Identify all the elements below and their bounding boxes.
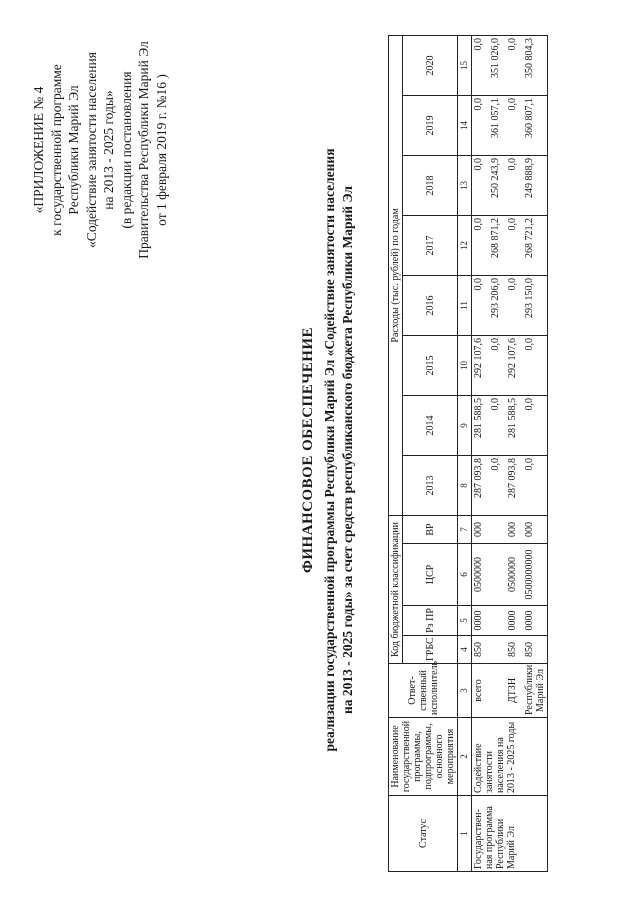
header-year: 2017 [403,215,458,275]
header-executor: Ответ-ственный исполнитель [389,664,458,718]
financing-table [388,35,548,872]
value-cell: 0,0 [506,215,523,275]
value-cell: 287 093,8 [506,455,523,515]
csr-cell: 0500000000 [523,544,548,606]
value-cell: 361 057,1 [489,95,506,155]
value-cell: 0,0 [489,455,506,515]
rzpr-cell [489,606,506,636]
document-subtitle-line-1: реализации государственной программы Республики Марий Эл «Содействие занятости населения [322,148,337,752]
value-cell: 292 107,6 [472,335,490,395]
value-cell: 350 804,3 [523,35,548,95]
executor-cell [489,664,506,718]
executor-cell: всего [472,664,490,718]
grbs-cell: 850 [472,636,490,664]
csr-cell: 0500000 [506,544,523,606]
value-cell: 0,0 [523,335,548,395]
column-number: 11 [458,275,472,335]
header-csr: ЦСР [403,544,458,606]
program-name-cell: Содействие занятости населения на 2013 - 2025 годы [472,718,548,796]
appendix-line: от 1 февраля 2019 г. №16 ) [153,74,169,226]
column-number: 9 [458,395,472,455]
value-cell: 0,0 [506,95,523,155]
value-cell: 281 588,5 [472,395,490,455]
header-year: 2015 [403,335,458,395]
appendix-line: Правительства Республики Марий Эл [136,41,151,259]
header-expenses: Расходы (тыс. рублей) по годам [389,35,403,515]
appendix-line: на 2013 - 2025 годы» [101,90,116,210]
value-cell: 293 206,0 [489,275,506,335]
executor-cell: Республики Марий Эл [523,664,548,718]
appendix-line: «ПРИЛОЖЕНИЕ № 4 [31,86,46,214]
value-cell: 0,0 [523,455,548,515]
column-number: 4 [458,636,472,664]
header-year: 2016 [403,275,458,335]
header-status: Статус [389,796,458,872]
vr-cell: 000 [472,515,490,543]
header-name: Наименование государственной программы, подпрограммы, основного мероприятия [389,718,458,796]
value-cell: 0,0 [489,335,506,395]
value-cell: 0,0 [472,35,490,95]
value-cell: 293 150,0 [523,275,548,335]
value-cell: 268 871,2 [489,215,506,275]
value-cell: 292 107,6 [506,335,523,395]
table-row [472,35,490,871]
column-number: 1 [458,796,472,872]
status-cell: Государствен-ная программа Республики Марий Эл [472,796,548,872]
value-cell: 268 721,2 [523,215,548,275]
vr-cell [489,515,506,543]
column-number: 6 [458,544,472,606]
rzpr-cell: 0000 [523,606,548,636]
value-cell: 0,0 [506,35,523,95]
header-year: 2020 [403,35,458,95]
rzpr-cell: 0000 [506,606,523,636]
csr-cell [489,544,506,606]
grbs-cell: 850 [523,636,548,664]
appendix-line: Республики Марий Эл [66,85,81,215]
header-budget-code: Код бюджетной классификации [389,515,403,663]
value-cell: 249 888,9 [523,155,548,215]
value-cell: 0,0 [506,275,523,335]
grbs-cell: 850 [506,636,523,664]
csr-cell: 0500000 [472,544,490,606]
value-cell: 0,0 [506,155,523,215]
value-cell: 287 093,8 [472,455,490,515]
value-cell: 0,0 [472,275,490,335]
column-number: 8 [458,455,472,515]
appendix-header [30,15,170,285]
header-year: 2013 [403,455,458,515]
value-cell: 351 026,0 [489,35,506,95]
header-vr: ВР [403,515,458,543]
appendix-line: «Содействие занятости населения [83,52,99,248]
document-title: ФИНАНСОВОЕ ОБЕСПЕЧЕНИЕ [300,326,316,574]
value-cell: 360 807,1 [523,95,548,155]
appendix-line: (в редакции постановления [118,71,134,229]
column-number: 12 [458,215,472,275]
appendix-line: к государственной программе [48,64,64,236]
header-grbs: ГРБС [403,636,458,664]
header-year: 2018 [403,155,458,215]
vr-cell: 000 [523,515,548,543]
document-subtitle-line-2: на 2013 - 2025 годы» за счет средств республиканского бюджета Республики Марий Эл [340,185,355,715]
rzpr-cell: 0000 [472,606,490,636]
column-number: 7 [458,515,472,543]
header-rzpr: Рз ПР [403,606,458,636]
column-number: 3 [458,664,472,718]
executor-cell: ДТЗН [506,664,523,718]
column-number: 14 [458,95,472,155]
value-cell: 0,0 [472,215,490,275]
grbs-cell [489,636,506,664]
column-number: 15 [458,35,472,95]
column-number: 10 [458,335,472,395]
value-cell: 250 243,9 [489,155,506,215]
value-cell: 0,0 [489,395,506,455]
value-cell: 0,0 [472,155,490,215]
header-year: 2014 [403,395,458,455]
vr-cell: 000 [506,515,523,543]
value-cell: 0,0 [523,395,548,455]
value-cell: 0,0 [472,95,490,155]
column-number: 2 [458,718,472,796]
header-year: 2019 [403,95,458,155]
column-number: 5 [458,606,472,636]
value-cell: 281 588,5 [506,395,523,455]
column-number: 13 [458,155,472,215]
